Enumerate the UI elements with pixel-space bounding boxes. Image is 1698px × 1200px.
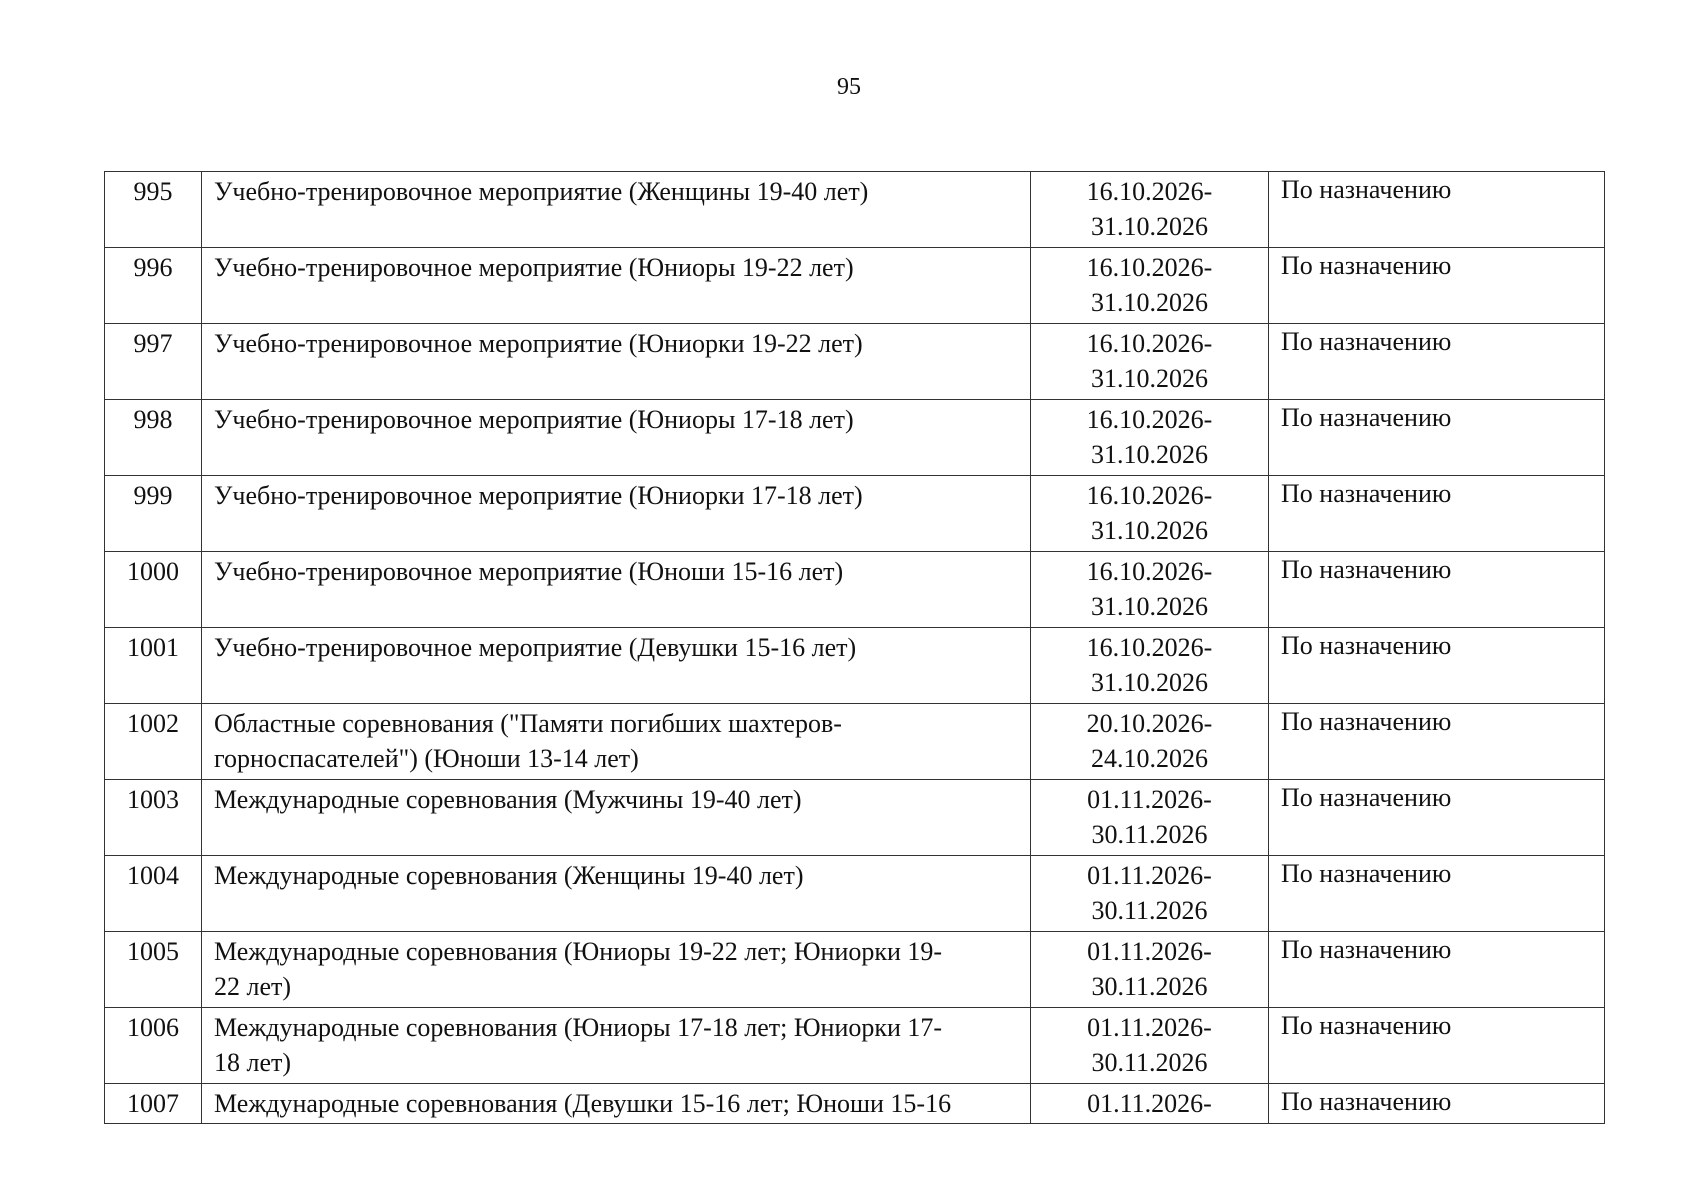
row-number-cell: 1000 (105, 552, 202, 628)
event-name-cell (202, 628, 1031, 704)
event-name-line: Международные соревнования (Юниоры 19-22 лет; Юниорки 19- (214, 937, 943, 966)
events-table-body (105, 172, 1605, 1124)
event-responsible-cell: По назначению (1269, 1084, 1605, 1124)
event-name-cell (202, 856, 1031, 932)
event-dates-cell (1031, 704, 1269, 780)
event-responsible-cell: По назначению (1269, 476, 1605, 552)
table-row (105, 248, 1605, 324)
event-name-line: Учебно-тренировочное мероприятие (Юниорки 17-18 лет) (214, 481, 863, 510)
event-name-cell (202, 932, 1031, 1008)
event-responsible-cell: По назначению (1269, 324, 1605, 400)
row-number-cell: 1007 (105, 1084, 202, 1124)
event-name-line: Международные соревнования (Мужчины 19-40 лет) (214, 785, 802, 814)
event-name-line: Учебно-тренировочное мероприятие (Девушки 15-16 лет) (214, 633, 857, 662)
event-date-line: 20.10.2026- (1086, 709, 1213, 738)
events-table (104, 171, 1605, 1124)
table-row (105, 780, 1605, 856)
row-number-cell: 996 (105, 248, 202, 324)
event-date-line: 30.11.2026 (1091, 972, 1208, 1001)
event-name-line: 18 лет) (214, 1048, 292, 1077)
event-responsible-cell: По назначению (1269, 248, 1605, 324)
event-responsible-cell: По назначению (1269, 552, 1605, 628)
event-name-cell (202, 324, 1031, 400)
event-date-line: 24.10.2026 (1091, 744, 1208, 773)
table-row (105, 1008, 1605, 1084)
event-date-line: 16.10.2026- (1086, 177, 1213, 206)
event-name-cell (202, 400, 1031, 476)
event-dates-cell (1031, 856, 1269, 932)
event-name-cell (202, 780, 1031, 856)
event-dates-cell (1031, 400, 1269, 476)
table-row (105, 628, 1605, 704)
event-date-line: 01.11.2026- (1087, 1013, 1212, 1042)
event-date-line: 31.10.2026 (1091, 592, 1208, 621)
event-date-line: 30.11.2026 (1091, 1048, 1208, 1077)
event-date-line: 16.10.2026- (1086, 405, 1213, 434)
event-name-line: Областные соревнования ("Памяти погибших шахтеров- (214, 709, 842, 738)
table-row (105, 932, 1605, 1008)
event-name-line: Международные соревнования (Женщины 19-40 лет) (214, 861, 804, 890)
table-row (105, 400, 1605, 476)
event-date-line: 30.11.2026 (1091, 896, 1208, 925)
event-dates-cell (1031, 932, 1269, 1008)
event-dates-cell (1031, 476, 1269, 552)
event-name-cell (202, 1008, 1031, 1084)
row-number-cell: 1001 (105, 628, 202, 704)
event-dates-cell (1031, 1008, 1269, 1084)
event-name-cell (202, 172, 1031, 248)
table-row (105, 552, 1605, 628)
event-name-line: Международные соревнования (Юниоры 17-18 лет; Юниорки 17- (214, 1013, 943, 1042)
event-name-line: Учебно-тренировочное мероприятие (Юноши 15-16 лет) (214, 557, 844, 586)
event-date-line: 16.10.2026- (1086, 481, 1213, 510)
event-dates-cell (1031, 780, 1269, 856)
event-date-line: 31.10.2026 (1091, 516, 1208, 545)
event-responsible-cell: По назначению (1269, 704, 1605, 780)
row-number-cell: 998 (105, 400, 202, 476)
table-row (105, 856, 1605, 932)
event-dates-cell (1031, 324, 1269, 400)
event-date-line: 31.10.2026 (1091, 364, 1208, 393)
event-responsible-cell: По назначению (1269, 172, 1605, 248)
event-dates-cell (1031, 628, 1269, 704)
event-date-line: 01.11.2026- (1087, 937, 1212, 966)
table-row (105, 1084, 1605, 1124)
page-number: 95 (837, 74, 861, 100)
event-name-line: Учебно-тренировочное мероприятие (Юниоры 17-18 лет) (214, 405, 854, 434)
event-dates-cell (1031, 248, 1269, 324)
table-row (105, 476, 1605, 552)
event-responsible-cell: По назначению (1269, 856, 1605, 932)
event-date-line: 01.11.2026- (1087, 1089, 1212, 1118)
event-responsible-cell: По назначению (1269, 780, 1605, 856)
event-name-cell (202, 552, 1031, 628)
event-dates-cell (1031, 1084, 1269, 1124)
row-number-cell: 1004 (105, 856, 202, 932)
event-name-cell (202, 248, 1031, 324)
row-number-cell: 995 (105, 172, 202, 248)
table-row (105, 172, 1605, 248)
row-number-cell: 1005 (105, 932, 202, 1008)
event-date-line: 16.10.2026- (1086, 253, 1213, 282)
event-date-line: 01.11.2026- (1087, 861, 1212, 890)
event-name-line: Учебно-тренировочное мероприятие (Женщины 19-40 лет) (214, 177, 869, 206)
table-row (105, 324, 1605, 400)
event-name-line: Международные соревнования (Девушки 15-16 лет; Юноши 15-16 (214, 1089, 952, 1118)
row-number-cell: 1002 (105, 704, 202, 780)
row-number-cell: 997 (105, 324, 202, 400)
row-number-cell: 1003 (105, 780, 202, 856)
event-date-line: 31.10.2026 (1091, 440, 1208, 469)
event-date-line: 31.10.2026 (1091, 212, 1208, 241)
row-number-cell: 1006 (105, 1008, 202, 1084)
event-dates-cell (1031, 172, 1269, 248)
event-date-line: 16.10.2026- (1086, 557, 1213, 586)
event-date-line: 01.11.2026- (1087, 785, 1212, 814)
event-name-line: 22 лет) (214, 972, 292, 1001)
event-name-cell (202, 704, 1031, 780)
event-responsible-cell: По назначению (1269, 932, 1605, 1008)
event-responsible-cell: По назначению (1269, 1008, 1605, 1084)
event-name-cell (202, 1084, 1031, 1124)
event-date-line: 16.10.2026- (1086, 633, 1213, 662)
event-name-cell (202, 476, 1031, 552)
event-date-line: 16.10.2026- (1086, 329, 1213, 358)
event-name-line: Учебно-тренировочное мероприятие (Юниорки 19-22 лет) (214, 329, 863, 358)
event-name-line: горноспасателей") (Юноши 13-14 лет) (214, 744, 639, 773)
event-name-line: Учебно-тренировочное мероприятие (Юниоры 19-22 лет) (214, 253, 854, 282)
event-date-line: 31.10.2026 (1091, 288, 1208, 317)
row-number-cell: 999 (105, 476, 202, 552)
event-date-line: 31.10.2026 (1091, 668, 1208, 697)
event-responsible-cell: По назначению (1269, 400, 1605, 476)
event-responsible-cell: По назначению (1269, 628, 1605, 704)
event-dates-cell (1031, 552, 1269, 628)
table-row (105, 704, 1605, 780)
event-date-line: 30.11.2026 (1091, 820, 1208, 849)
